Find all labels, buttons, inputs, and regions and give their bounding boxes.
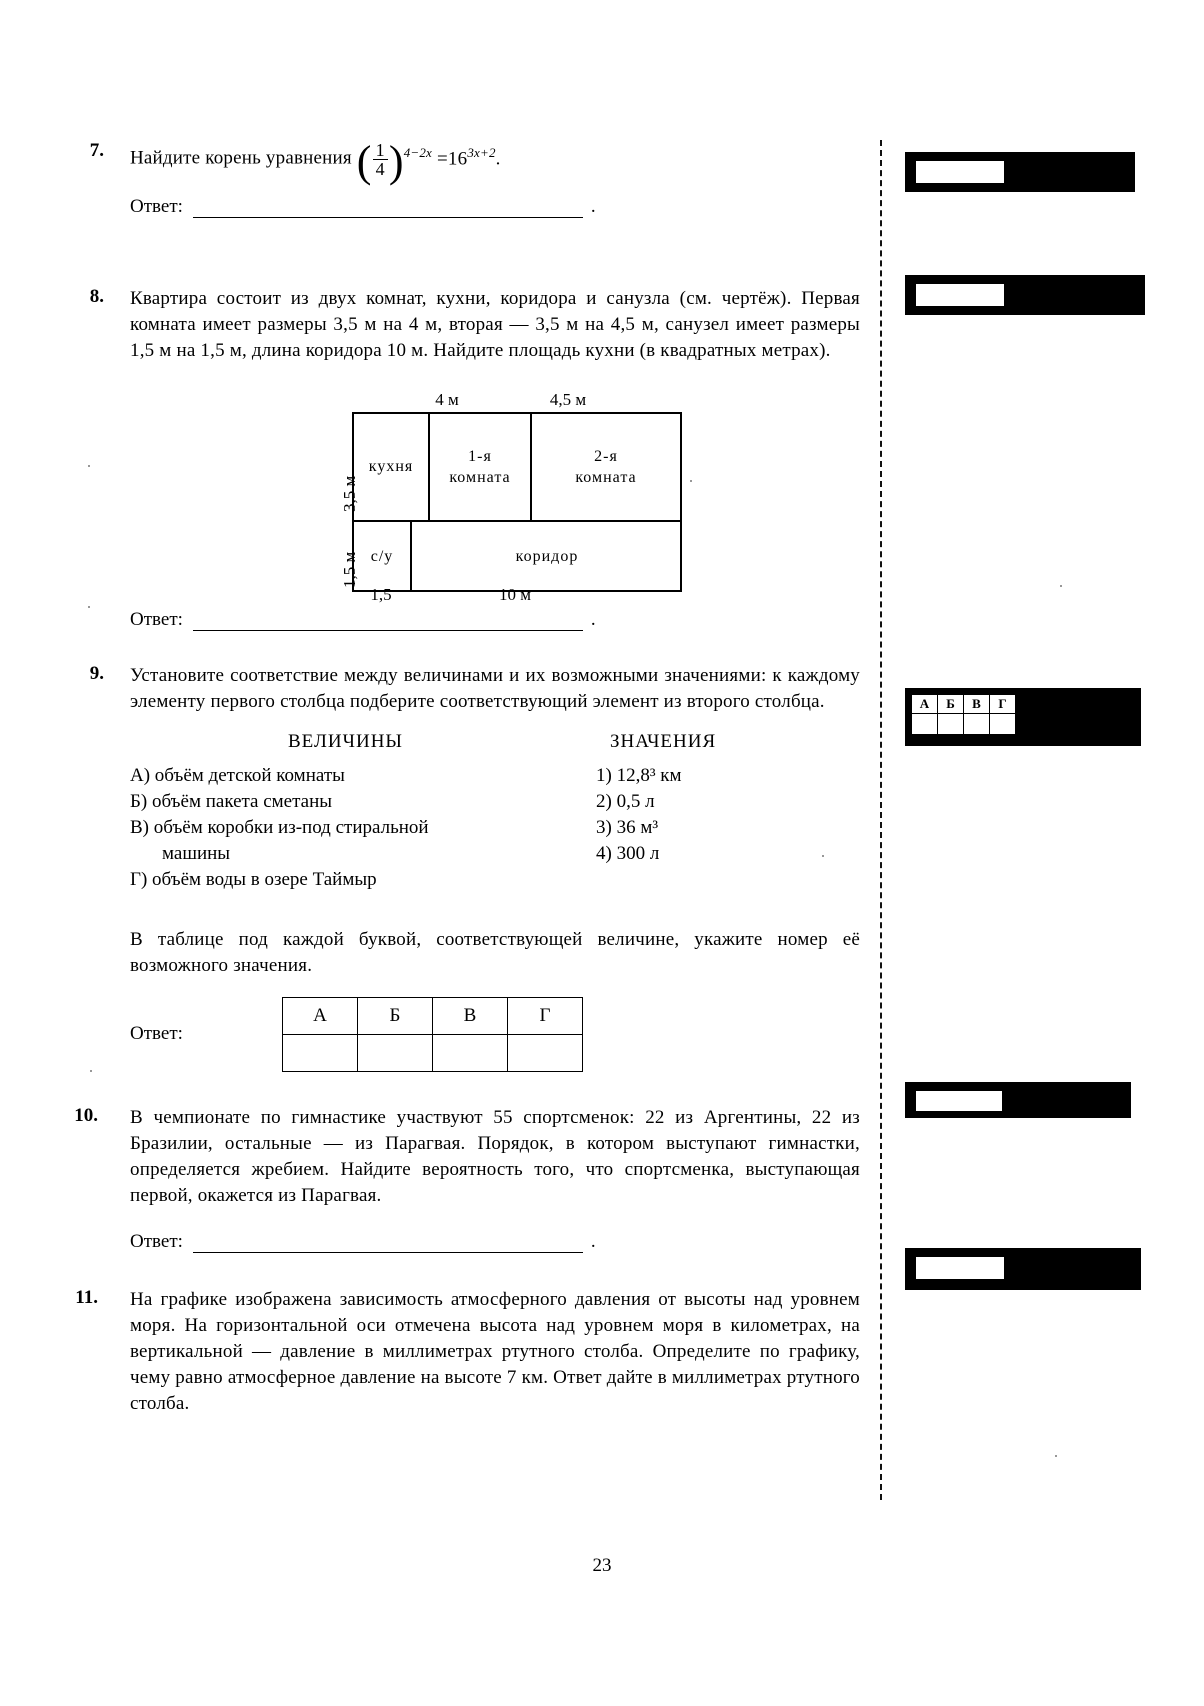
answer-cell-v[interactable] xyxy=(433,1035,508,1072)
plan-dim-left-2: 1,5 м xyxy=(340,551,359,588)
task-8-answer-line xyxy=(130,609,860,631)
quantity-item-v-cont: машины xyxy=(162,843,231,864)
plan-wall-horizontal xyxy=(352,520,682,522)
plan-dim-left-1: 3,5 м xyxy=(340,475,359,512)
task-10-answer-period: . xyxy=(590,1231,596,1252)
value-item-2: 2) 0,5 л xyxy=(596,791,655,812)
fraction-one-fourth xyxy=(373,141,388,178)
task-9-answer-label: Ответ: xyxy=(130,1023,183,1044)
task-10-answer-line xyxy=(130,1231,860,1253)
answer-header-v: В xyxy=(433,998,508,1035)
formula-exponent: 4−2x xyxy=(403,145,433,160)
scan-speck xyxy=(1055,1455,1057,1457)
left-paren: ( xyxy=(356,137,372,187)
answer-cell-b[interactable] xyxy=(358,1035,433,1072)
grid-cell-a[interactable] xyxy=(912,714,938,735)
plan-label-room2-line2: комната xyxy=(575,469,637,486)
quantity-item-g: Г) объём воды в озере Таймыр xyxy=(130,869,377,890)
answer-header-b: Б xyxy=(358,998,433,1035)
answer-field-input-11[interactable] xyxy=(915,1256,1005,1280)
grid-header-a: А xyxy=(912,695,938,714)
plan-label-room1 xyxy=(430,446,530,488)
answer-grid-block-9[interactable] xyxy=(905,688,1141,746)
task-9-answer-area xyxy=(130,997,860,1075)
answer-grid-table-9[interactable] xyxy=(911,694,1016,735)
task-9 xyxy=(60,663,860,1075)
task-8-answer-period: . xyxy=(590,609,596,630)
task-8-text: Квартира состоит из двух комнат, кухни, коридора и санузла (см. чертёж). Первая комната имеет размеры 3,5 м на 4 м, вторая — 3,5 м на 4,5 м, санузел имеет размеры 1,5 м на 1,5 м, длина коридора 10 м. Найдите площадь кухни (в квадратных метрах). xyxy=(130,288,860,361)
task-9-number: 9. xyxy=(89,663,104,684)
plan-label-kitchen: кухня xyxy=(368,458,414,475)
plan-label-room2-line1: 2-я xyxy=(594,448,618,465)
plan-dim-bottom-2: 10 м xyxy=(498,585,531,604)
task-7-answer-line xyxy=(130,196,860,218)
task-11-number: 11. xyxy=(75,1287,98,1308)
value-item-3: 3) 36 м³ xyxy=(596,817,659,838)
plan-label-room1-line2: комната xyxy=(449,469,511,486)
page-number: 23 xyxy=(592,1555,612,1576)
task-10-number: 10. xyxy=(74,1105,98,1126)
answer-field-block-8[interactable] xyxy=(905,275,1145,315)
quantity-item-a: А) объём детской комнаты xyxy=(130,765,345,786)
task-10-answer-blank[interactable] xyxy=(193,1236,583,1253)
fraction-numerator: 1 xyxy=(375,140,385,161)
answer-field-input-7[interactable] xyxy=(915,160,1005,184)
table-row-headers xyxy=(283,998,583,1035)
table-row xyxy=(912,714,1016,735)
table-row-values xyxy=(283,1035,583,1072)
task-8-answer-label: Ответ: xyxy=(130,609,183,630)
answer-cell-g[interactable] xyxy=(508,1035,583,1072)
task-7-prompt: Найдите корень уравнения xyxy=(130,147,352,169)
fraction-denominator: 4 xyxy=(373,159,388,178)
task-7 xyxy=(60,137,860,250)
value-item-4: 4) 300 л xyxy=(596,843,660,864)
plan-dim-top-1: 4 м xyxy=(435,390,459,409)
scan-speck xyxy=(88,606,90,608)
task-9-answer-table xyxy=(282,997,583,1072)
task-10 xyxy=(60,1105,860,1253)
formula-period: . xyxy=(495,148,501,170)
answer-field-input-10[interactable] xyxy=(915,1090,1003,1112)
plan-label-room1-line1: 1-я xyxy=(468,448,492,465)
grid-cell-g[interactable] xyxy=(990,714,1016,735)
plan-dim-bottom-1: 1,5 xyxy=(370,585,392,604)
answer-header-g: Г xyxy=(508,998,583,1035)
equals-sign: = xyxy=(436,148,448,170)
task-10-text: В чемпионате по гимнастике участвуют 55 спортсменок: 22 из Аргентины, 22 из Бразилии, остальные — из Парагвая. Порядок, в котором выступают гимнастки, определяется жребием. Найдите вероятность того, что спортсменка, выступающая первой, окажется из Парагвая. xyxy=(130,1107,860,1206)
answer-cell-a[interactable] xyxy=(283,1035,358,1072)
answer-field-block-11[interactable] xyxy=(905,1248,1141,1290)
plan-label-room2 xyxy=(532,446,680,488)
grid-header-g: Г xyxy=(990,695,1016,714)
quantity-item-v: В) объём коробки из-под стиральной xyxy=(130,817,429,838)
scan-speck xyxy=(690,480,692,482)
task-7-answer-blank[interactable] xyxy=(193,201,583,218)
task-10-answer-label: Ответ: xyxy=(130,1231,183,1252)
plan-label-corridor: коридор xyxy=(515,548,579,565)
plan-dim-top-2: 4,5 м xyxy=(549,390,587,409)
grid-header-v: В xyxy=(964,695,990,714)
quantity-item-b: Б) объём пакета сметаны xyxy=(130,791,333,812)
task-11-text: На графике изображена зависимость атмосферного давления от высоты над уровнем моря. На горизонтальной оси отмечена высота над уровнем моря в километрах, на вертикальной — давление в миллиметрах ртутного столба. Определите по графику, чему равно атмосферное давление на высоте 7 км. Ответ дайте в миллиметрах ртутного столба. xyxy=(130,1289,860,1414)
column-header-values: ЗНАЧЕНИЯ xyxy=(610,731,717,752)
grid-cell-b[interactable] xyxy=(938,714,964,735)
question-column xyxy=(60,137,860,1417)
scan-speck xyxy=(88,465,90,467)
scan-speck xyxy=(1060,585,1062,587)
right-paren: ) xyxy=(388,137,404,187)
column-header-quantities: ВЕЛИЧИНЫ xyxy=(288,731,403,752)
scan-speck xyxy=(90,1070,92,1072)
task-7-answer-period: . xyxy=(590,196,596,218)
grid-header-b: Б xyxy=(938,695,964,714)
task-8 xyxy=(60,286,860,631)
task-7-answer-label: Ответ: xyxy=(130,196,183,218)
formula-rhs-base: 16 xyxy=(447,148,468,170)
task-8-answer-blank[interactable] xyxy=(193,614,583,631)
grid-cell-v[interactable] xyxy=(964,714,990,735)
answer-header-a: А xyxy=(283,998,358,1035)
task-9-text: Установите соответствие между величинами и их возможными значениями: к каждому элементу первого столбца подберите соответствующий элемент из второго столбца. xyxy=(130,665,860,712)
plan-label-bathroom: с/у xyxy=(370,548,394,565)
answer-field-block-10[interactable] xyxy=(905,1082,1131,1118)
task-7-number: 7. xyxy=(89,140,104,161)
task-9-columns xyxy=(130,731,860,890)
formula-rhs-exponent: 3x+2 xyxy=(467,145,496,160)
answer-field-block-7[interactable] xyxy=(905,152,1135,192)
table-row xyxy=(912,695,1016,714)
column-divider xyxy=(880,140,882,1500)
answer-field-input-8[interactable] xyxy=(915,283,1005,307)
apartment-floor-plan xyxy=(300,390,690,605)
task-7-text xyxy=(130,137,860,187)
scan-speck xyxy=(822,855,824,857)
task-7-formula xyxy=(356,137,501,187)
task-11 xyxy=(60,1287,860,1417)
task-9-note: В таблице под каждой буквой, соответствующей величине, укажите номер её возможного значения. xyxy=(130,929,860,976)
value-item-1: 1) 12,8³ км xyxy=(596,765,682,786)
task-8-number: 8. xyxy=(89,286,104,307)
